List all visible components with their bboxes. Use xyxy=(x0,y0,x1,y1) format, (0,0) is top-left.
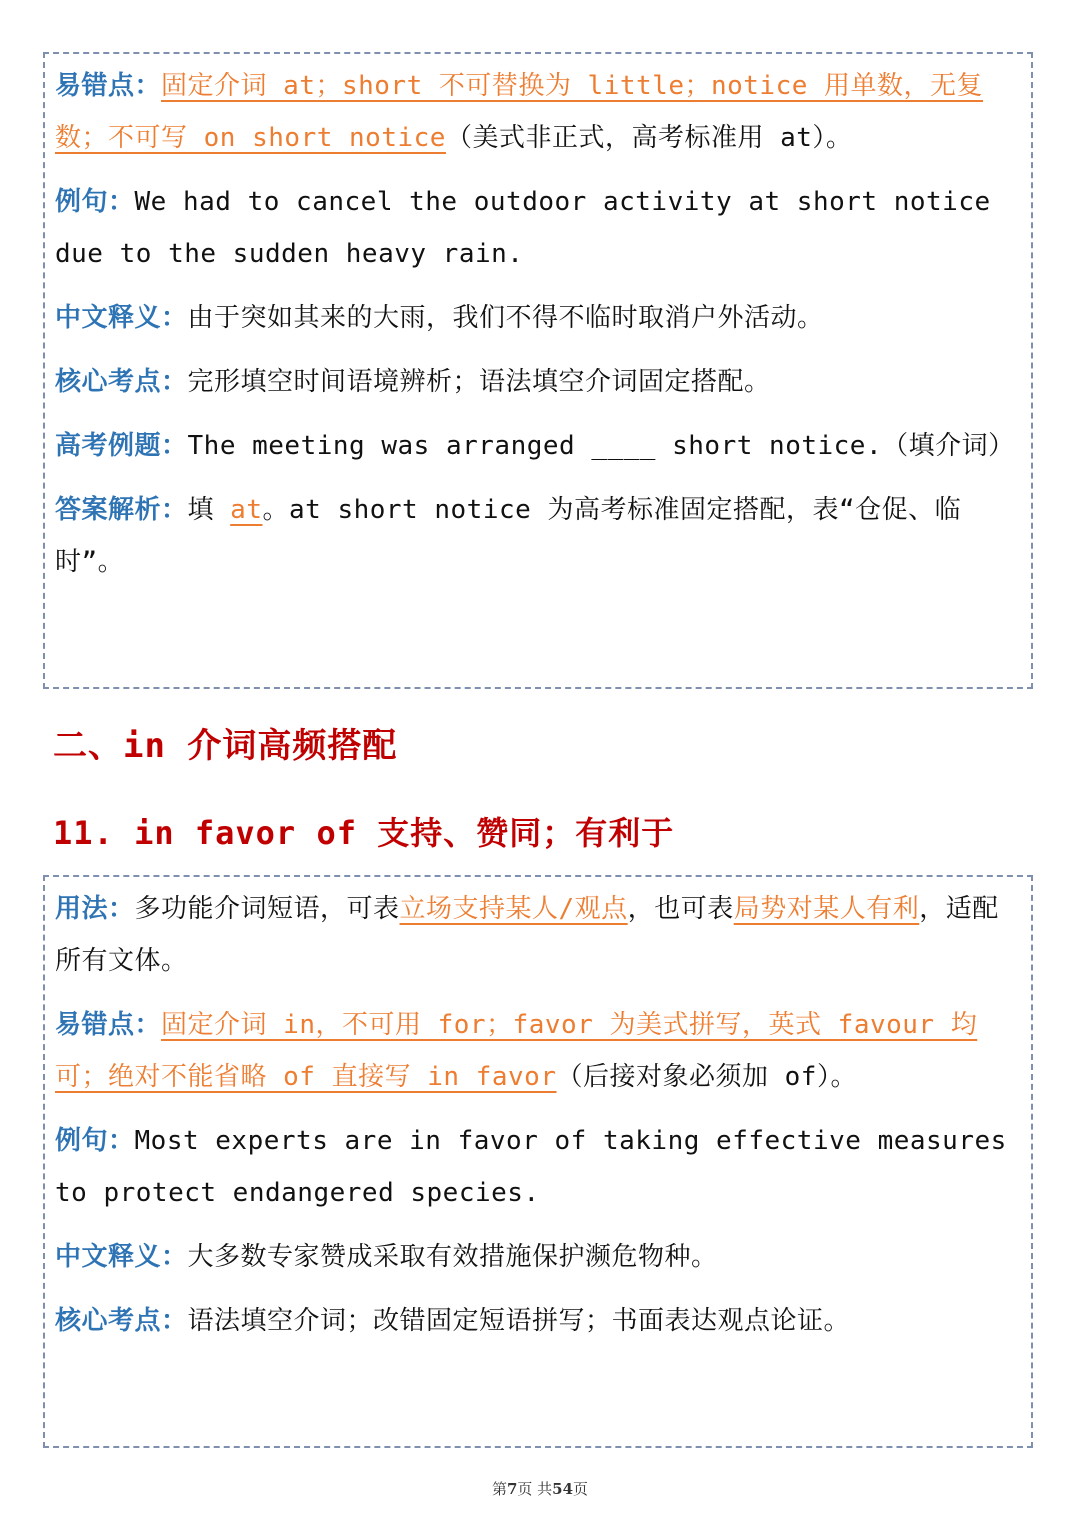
exam-question-text: The meeting was arranged ____ short notice.（填介词） xyxy=(187,431,1015,461)
error-points-paragraph xyxy=(55,60,1021,164)
phrase-card-in-favor-of xyxy=(43,875,1033,1448)
key-points-label: 核心考点： xyxy=(55,367,188,397)
usage-highlight-2: 局势对某人有利 xyxy=(733,894,920,924)
phrase-card-at-short-notice xyxy=(43,52,1033,689)
error-points-tail: （美式非正式，高考标准用 at）。 xyxy=(445,123,853,153)
key-points-text: 完形填空时间语境辨析；语法填空介词固定搭配。 xyxy=(187,367,771,397)
answer-prefix: 填 xyxy=(187,495,231,525)
translation-text: 由于突如其来的大雨，我们不得不临时取消户外活动。 xyxy=(187,303,824,333)
footer-suffix: 页 xyxy=(573,1480,589,1498)
item-heading: 11. in favor of 支持、赞同；有利于 xyxy=(53,814,675,852)
answer-highlight: at xyxy=(230,495,263,525)
error-points-highlight: 固定介词 in，不可用 for；favor 为美式拼写，英式 favour 均可；绝对不能省略 of 直接写 in favor xyxy=(55,1010,978,1092)
translation-text: 大多数专家赞成采取有效措施保护濒危物种。 xyxy=(187,1242,718,1272)
translation-paragraph xyxy=(55,1231,1021,1283)
translation-label: 中文释义： xyxy=(55,1242,188,1272)
example-label: 例句： xyxy=(55,1126,135,1156)
key-points-paragraph xyxy=(55,356,1021,408)
translation-label: 中文释义： xyxy=(55,303,188,333)
answer-label: 答案解析： xyxy=(55,495,188,525)
usage-text-3: ，适配所有文体。 xyxy=(55,894,999,976)
exam-question-paragraph xyxy=(55,420,1021,472)
error-points-label: 易错点： xyxy=(55,1010,162,1040)
footer-page-number: 7 xyxy=(506,1480,518,1498)
section-heading: 二、in 介词高频搭配 xyxy=(53,726,398,766)
error-points-tail: （后接对象必须加 of）。 xyxy=(556,1062,857,1092)
usage-text-2: ，也可表 xyxy=(627,894,734,924)
usage-highlight-1: 立场支持某人/观点 xyxy=(399,894,628,924)
example-label: 例句： xyxy=(55,187,135,217)
exam-question-label: 高考例题： xyxy=(55,431,188,461)
usage-label: 用法： xyxy=(55,894,135,924)
error-points-label: 易错点： xyxy=(55,71,162,101)
example-paragraph xyxy=(55,1115,1021,1219)
footer-middle: 页 共 xyxy=(517,1480,553,1498)
page-footer xyxy=(0,1478,1080,1499)
error-points-highlight: 固定介词 at；short 不可替换为 little；notice 用单数，无复数；不可写 on short notice xyxy=(55,71,984,153)
translation-paragraph xyxy=(55,292,1021,344)
key-points-paragraph xyxy=(55,1295,1021,1347)
footer-prefix: 第 xyxy=(491,1480,507,1498)
example-text: Most experts are in favor of taking effective measures to protect endangered species. xyxy=(55,1126,1007,1208)
key-points-text: 语法填空介词；改错固定短语拼写；书面表达观点论证。 xyxy=(187,1306,851,1336)
answer-paragraph xyxy=(55,484,1021,588)
usage-text-1: 多功能介词短语，可表 xyxy=(134,894,400,924)
example-text: We had to cancel the outdoor activity at short notice due to the sudden heavy rain. xyxy=(55,187,991,269)
usage-paragraph xyxy=(55,883,1021,987)
answer-text: 。at short notice 为高考标准固定搭配，表“仓促、临时”。 xyxy=(55,495,962,577)
key-points-label: 核心考点： xyxy=(55,1306,188,1336)
footer-total-pages: 54 xyxy=(552,1480,574,1498)
example-paragraph xyxy=(55,176,1021,280)
error-points-paragraph xyxy=(55,999,1021,1103)
